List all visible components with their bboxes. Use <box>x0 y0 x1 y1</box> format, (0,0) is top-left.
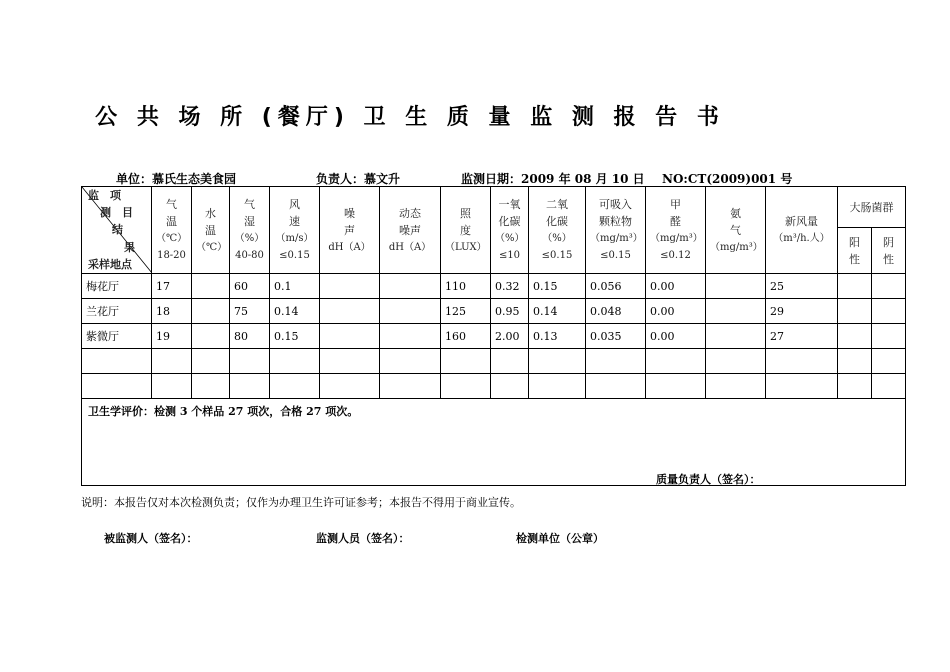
header-coliform-positive: 阳 性 <box>838 228 872 274</box>
header-formaldehyde: 甲 醛 （mg/m³） ≤0.12 <box>646 187 706 274</box>
value-cell: 25 <box>766 274 838 299</box>
value-cell <box>838 324 872 349</box>
value-cell <box>706 374 766 399</box>
table-row <box>82 324 906 349</box>
site-cell: 梅花厅 <box>82 274 152 299</box>
value-cell: 0.32 <box>491 274 529 299</box>
value-cell: 27 <box>766 324 838 349</box>
header-row <box>82 187 906 228</box>
value-cell <box>766 349 838 374</box>
value-cell: 29 <box>766 299 838 324</box>
corner-header-cell <box>82 187 152 274</box>
monitoring-table <box>81 186 906 486</box>
signature-monitored-party: 被监测人（签名）： <box>104 532 198 545</box>
value-cell: 0.00 <box>646 274 706 299</box>
value-cell <box>838 374 872 399</box>
signature-inspector: 监测人员（签名）： <box>316 532 410 545</box>
value-cell <box>491 374 529 399</box>
evaluation-row <box>82 399 906 486</box>
value-cell <box>192 349 230 374</box>
value-cell <box>441 349 491 374</box>
data-rows <box>82 274 906 399</box>
value-cell <box>706 324 766 349</box>
value-cell <box>838 299 872 324</box>
site-cell: 兰花厅 <box>82 299 152 324</box>
header-noise: 噪 声 dH（A） <box>320 187 380 274</box>
value-cell <box>380 374 441 399</box>
corner-label-site: 采样地点 <box>88 258 132 271</box>
value-cell <box>320 374 380 399</box>
value-cell <box>872 324 906 349</box>
value-cell <box>706 349 766 374</box>
value-cell <box>586 374 646 399</box>
corner-label-monitor: 监 项 <box>88 189 121 202</box>
value-cell: 18 <box>152 299 192 324</box>
info-unit: 单位：慕氏生态美食园 <box>116 172 237 186</box>
report-title: 公 共 场 所 (餐厅) 卫 生 质 量 监 测 报 告 书 <box>95 105 725 130</box>
header-humidity: 气 湿 （%） 40-80 <box>230 187 270 274</box>
value-cell <box>270 349 320 374</box>
value-cell <box>192 324 230 349</box>
value-cell: 0.15 <box>529 274 586 299</box>
value-cell <box>320 299 380 324</box>
value-cell <box>872 274 906 299</box>
header-carbon-monoxide: 一氧 化碳 （%） ≤10 <box>491 187 529 274</box>
value-cell <box>872 374 906 399</box>
value-cell <box>872 299 906 324</box>
header-ammonia: 氨 气 （mg/m³） <box>706 187 766 274</box>
value-cell: 0.048 <box>586 299 646 324</box>
value-cell: 0.95 <box>491 299 529 324</box>
header-particulates: 可吸入 颗粒物 （mg/m³） ≤0.15 <box>586 187 646 274</box>
header-illuminance: 照 度 （LUX） <box>441 187 491 274</box>
value-cell <box>152 349 192 374</box>
value-cell <box>872 349 906 374</box>
header-water-temp: 水 温 （℃） <box>192 187 230 274</box>
value-cell <box>766 374 838 399</box>
value-cell <box>192 374 230 399</box>
value-cell <box>192 274 230 299</box>
corner-label-result: 结 <box>112 223 123 236</box>
signature-agency-seal: 检测单位（公章） <box>516 532 604 545</box>
value-cell: 160 <box>441 324 491 349</box>
header-coliform-negative: 阴 性 <box>872 228 906 274</box>
value-cell <box>230 374 270 399</box>
value-cell <box>706 274 766 299</box>
value-cell <box>380 274 441 299</box>
value-cell: 125 <box>441 299 491 324</box>
value-cell <box>230 349 270 374</box>
value-cell <box>320 324 380 349</box>
value-cell <box>320 349 380 374</box>
header-coliform: 大肠菌群 <box>838 187 906 228</box>
table-row <box>82 274 906 299</box>
value-cell: 0.14 <box>529 299 586 324</box>
info-report-number: NO:CT(2009)001 号 <box>662 172 793 186</box>
info-responsible-person: 负责人：慕文升 <box>316 172 401 186</box>
site-cell: 紫微厅 <box>82 324 152 349</box>
info-monitor-date: 监测日期：2009 年 08 月 10 日 <box>461 172 645 186</box>
header-air-temp: 气 温 （℃） 18-20 <box>152 187 192 274</box>
value-cell <box>529 349 586 374</box>
value-cell <box>646 349 706 374</box>
value-cell <box>320 274 380 299</box>
value-cell <box>380 349 441 374</box>
value-cell: 0.14 <box>270 299 320 324</box>
header-wind-speed: 风 速 （m/s） ≤0.15 <box>270 187 320 274</box>
value-cell <box>646 374 706 399</box>
evaluation-text: 卫生学评价：检测 3 个样品 27 项次，合格 27 项次。 <box>88 405 359 418</box>
value-cell: 0.13 <box>529 324 586 349</box>
value-cell <box>491 349 529 374</box>
value-cell <box>706 299 766 324</box>
value-cell: 19 <box>152 324 192 349</box>
value-cell <box>380 299 441 324</box>
value-cell <box>192 299 230 324</box>
corner-label-fruit: 果 <box>124 241 135 254</box>
value-cell: 0.00 <box>646 299 706 324</box>
value-cell <box>380 324 441 349</box>
header-fresh-air: 新风量 （m³/h.人） <box>766 187 838 274</box>
value-cell: 2.00 <box>491 324 529 349</box>
evaluation-cell <box>82 399 906 486</box>
value-cell <box>441 374 491 399</box>
value-cell: 0.15 <box>270 324 320 349</box>
value-cell: 17 <box>152 274 192 299</box>
value-cell <box>838 349 872 374</box>
header-dynamic-noise: 动态 噪声 dH（A） <box>380 187 441 274</box>
table-row <box>82 299 906 324</box>
table-row <box>82 349 906 374</box>
site-cell <box>82 349 152 374</box>
value-cell: 75 <box>230 299 270 324</box>
value-cell <box>586 349 646 374</box>
report-note: 说明：本报告仅对本次检测负责；仅作为办理卫生许可证参考；本报告不得用于商业宣传。 <box>81 496 521 509</box>
value-cell: 60 <box>230 274 270 299</box>
site-cell <box>82 374 152 399</box>
value-cell: 110 <box>441 274 491 299</box>
value-cell <box>270 374 320 399</box>
quality-manager-signature: 质量负责人（签名）： <box>656 473 761 486</box>
value-cell <box>838 274 872 299</box>
table-row <box>82 374 906 399</box>
value-cell: 0.035 <box>586 324 646 349</box>
value-cell: 80 <box>230 324 270 349</box>
value-cell <box>152 374 192 399</box>
corner-label-measure: 测 目 <box>100 206 133 219</box>
value-cell: 0.056 <box>586 274 646 299</box>
value-cell: 0.00 <box>646 324 706 349</box>
value-cell: 0.1 <box>270 274 320 299</box>
header-carbon-dioxide: 二氧 化碳 （%） ≤0.15 <box>529 187 586 274</box>
value-cell <box>529 374 586 399</box>
